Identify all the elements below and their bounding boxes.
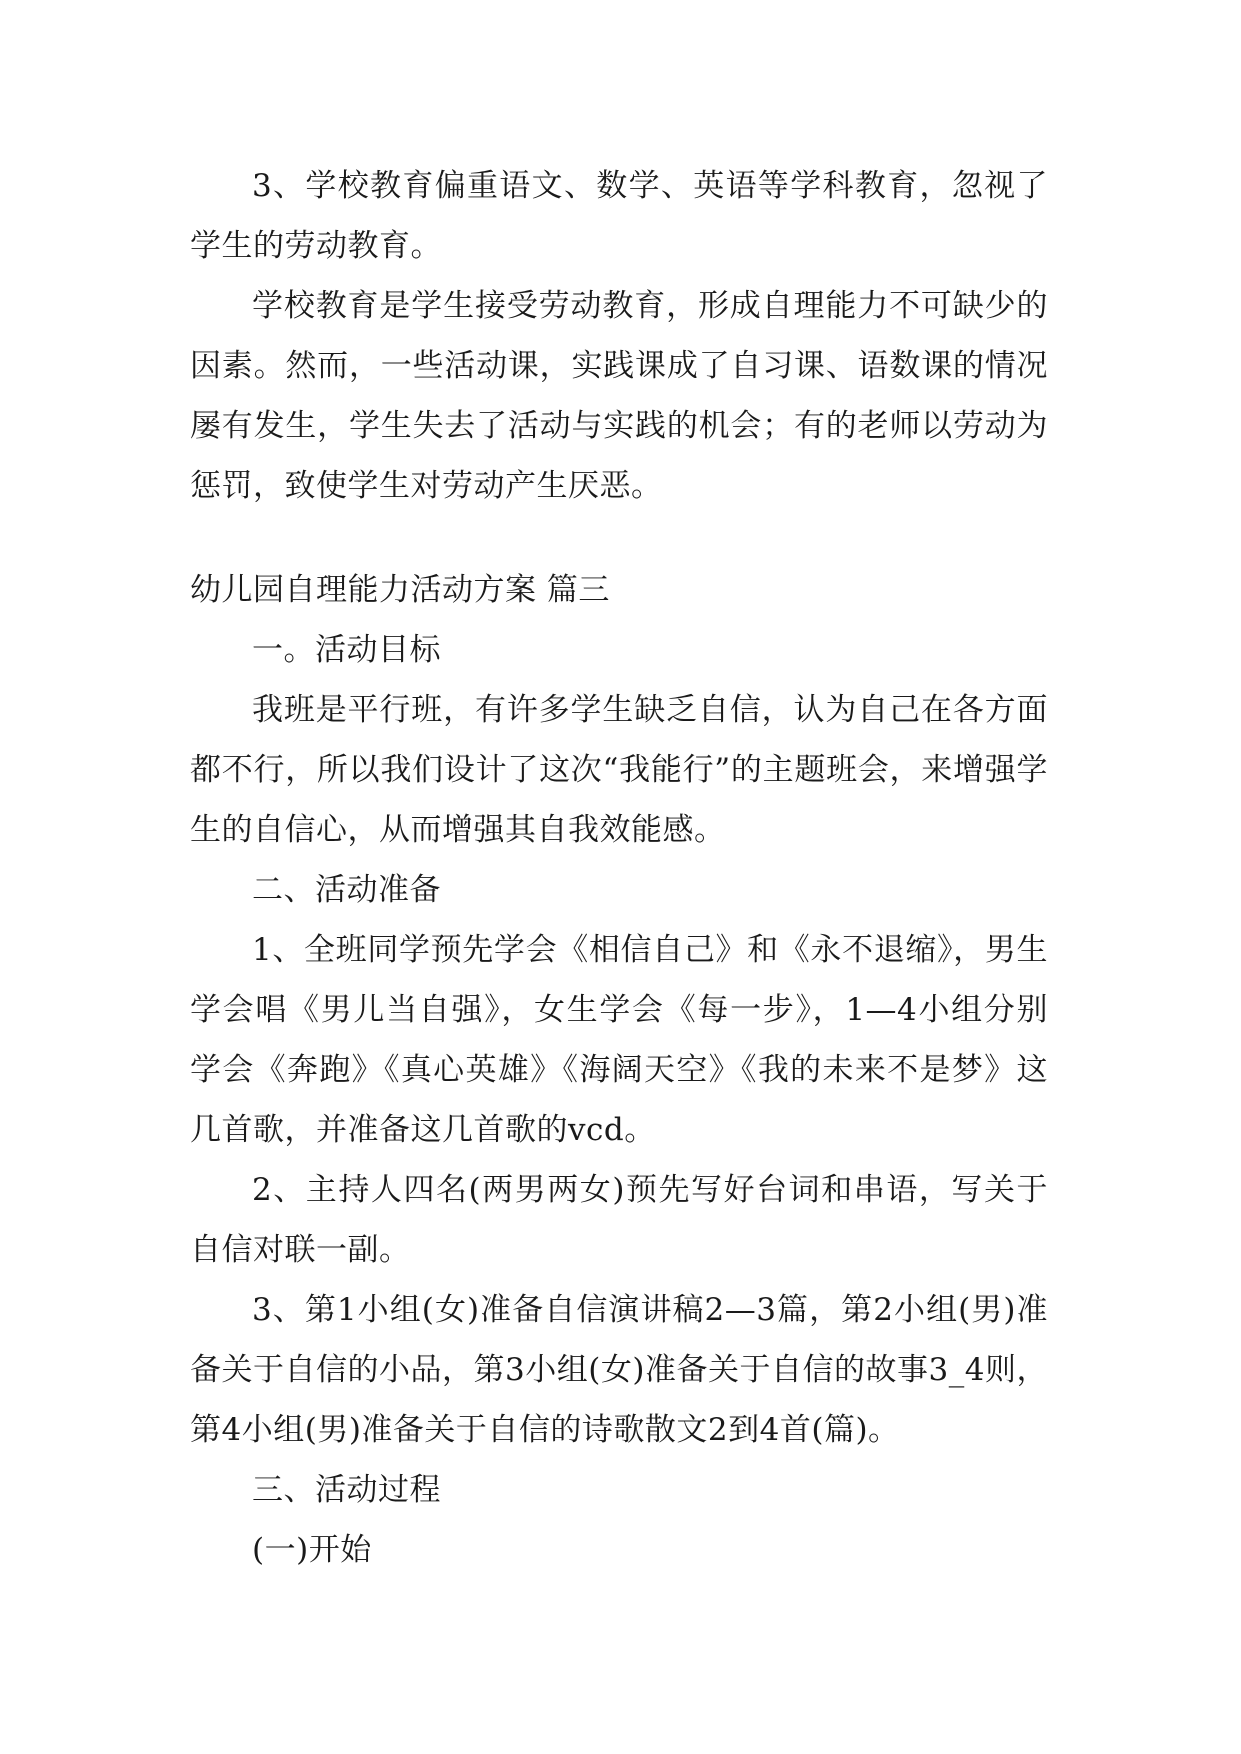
section-a <box>190 156 1048 516</box>
paragraph-school-education-detail: 学校教育是学生接受劳动教育，形成自理能力不可缺少的因素。然而，一些活动课，实践课成了自习课、语数课的情况屡有发生，学生失去了活动与实践的机会；有的老师以劳动为惩罚，致使学生对劳动产生厌恶。 <box>190 288 1048 504</box>
heading-activity-goal: 一。活动目标 <box>252 632 441 668</box>
paragraph-preparation-groups: 3、第1小组(女)准备自信演讲稿2—3篇，第2小组(男)准备关于自信的小品，第3小组(女)准备关于自信的故事3_4则，第4小组(男)准备关于自信的诗歌散文2到4首(篇)。 <box>190 1292 1048 1448</box>
heading-activity-preparation: 二、活动准备 <box>252 872 441 908</box>
paragraph-activity-goal: 我班是平行班，有许多学生缺乏自信，认为自己在各方面都不行，所以我们设计了这次“我能行”的主题班会，来增强学生的自信心，从而增强其自我效能感。 <box>190 692 1048 848</box>
section-b <box>190 560 1048 1580</box>
paragraph-preparation-songs: 1、全班同学预先学会《相信自己》和《永不退缩》，男生学会唱《男儿当自强》，女生学会《每一步》，1—4小组分别学会《奔跑》《真心英雄》《海阔天空》《我的未来不是梦》这几首歌，并准备这几首歌的vcd。 <box>190 932 1048 1148</box>
heading-process-start: (一)开始 <box>252 1532 372 1568</box>
paragraph-school-education-point: 3、学校教育偏重语文、数学、英语等学科教育，忽视了学生的劳动教育。 <box>190 168 1048 264</box>
section-title: 幼儿园自理能力活动方案 篇三 <box>190 572 610 608</box>
heading-activity-process: 三、活动过程 <box>252 1472 441 1508</box>
paragraph-preparation-hosts: 2、主持人四名(两男两女)预先写好台词和串语，写关于自信对联一副。 <box>190 1172 1048 1268</box>
